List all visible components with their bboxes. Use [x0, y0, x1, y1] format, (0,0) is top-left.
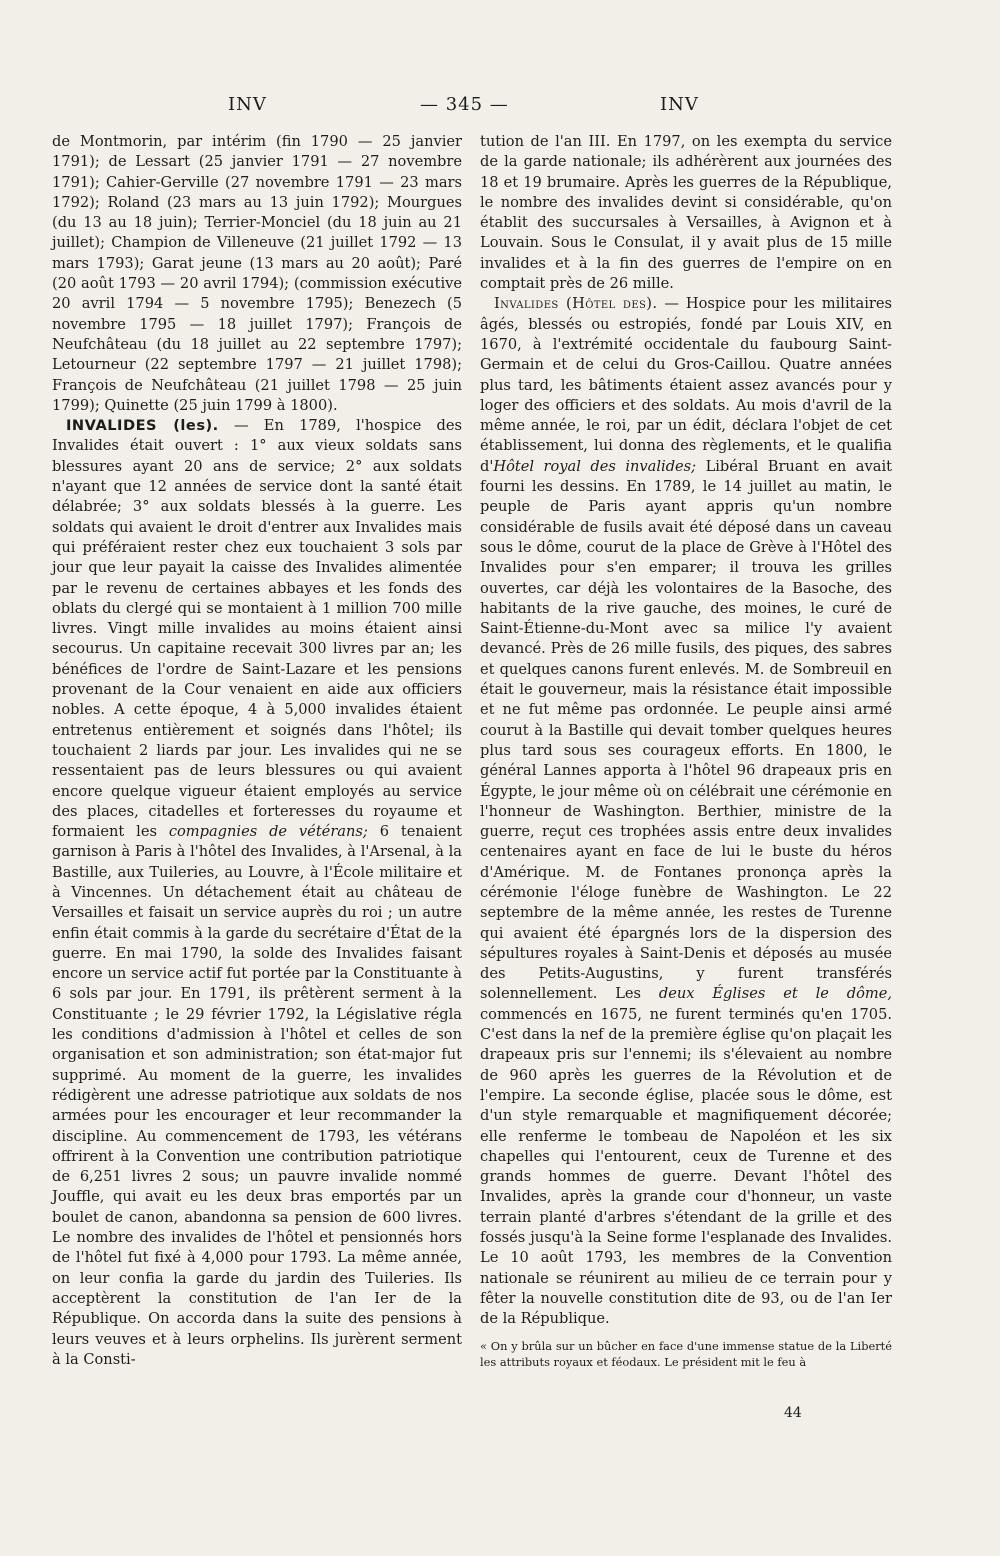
paragraph-ministers: de Montmorin, par intérim (fin 1790 — 25 janvier 1791); de Lessart (25 janvier 1791 — 27 novembre 1791); Cahier-Gerville (27 novembre 1791 — 23 mars 1792); Roland (23 mars au 13 juin 1792); Mourgues (du 13 au 18 juin); Terrier-Monciel (du 18 juin au 21 juillet); Champion de Villeneuve (21 juillet 1792 — 13 mars 1793); Garat jeune (13 mars au 20 août); Paré (20 août 1793 — 20 avril 1794); (commission exécutive 20 avril 1794 — 5 novembre 1795); Benezech (5 novembre 1795 — 18 juillet 1797); François de Neufchâteau (du 18 juillet au 22 septembre 1797); Letourneur (22 septembre 1797 — 21 juillet 1798); François de Neufchâteau (21 juillet 1798 — 25 juin 1799); Quinette (25 juin 1799 à 1800).: [52, 133, 462, 414]
header-left: INV: [228, 94, 267, 115]
italic-run: compagnies de vétérans;: [168, 823, 368, 841]
paragraph-hotel-des-invalides: [480, 294, 892, 1329]
text-run: 6 tenaient garnison à Paris à l'hôtel des Invalides, à l'Arsenal, à la Bastille, aux Tuileries, au Louvre, à l'École militaire et à Vincennes. Un détachement était au château de Versailles et faisait un service auprès du roi ; un autre enfin était commis à la garde du secrétaire d'État de la guerre. En mai 1790, la solde des Invalides faisant encore un service actif fut portée par la Constituante à 6 sols par jour. En 1791, ils prêtèrent serment à la Constituante ; le 29 février 1792, la Législative régla les conditions d'admission à l'hôtel et celles de son organisation et son administration; son état-major fut supprimé. Au moment de la guerre, les invalides rédigèrent une adresse patriotique aux soldats de nos armées pour les encourager et leur recommander la discipline. Au commencement de 1793, les vétérans offrirent à la Convention une contribution patriotique de 6,251 livres 2 sous; un pauvre invalide nommé Jouffle, qui avait eu les deux bras emportés par un boulet de canon, abandonna sa pension de 600 livres. Le nombre des invalides de l'hôtel et pensionnés hors de l'hôtel fut fixé à 4,000 pour 1793. La même année, on leur confia la garde du jardin des Tuileries. Ils acceptèrent la constitution de l'an Ier de la République. On accorda dans la suite des pensions à leurs veuves et à leurs orphelins. Ils jurèrent serment à la Consti-: [52, 823, 463, 1368]
italic-run: Hôtel royal des invalides;: [493, 457, 697, 475]
signature-mark: 44: [784, 1405, 802, 1421]
text-run: — Hospice pour les militaires âgés, blessés ou estropiés, fondé par Louis XIV, en 1670, à l'extrémité occidentale du faubourg Saint-Germain et de celui du Gros-Caillou. Quatre années plus tard, les bâtiments étaient assez avancés pour y loger des officiers et des soldats. Au mois d'avril de la même année, le roi, par un édit, déclara l'objet de cet établissement, lui donna des règlements, et le qualifia d': [480, 295, 892, 475]
text-run: commencés en 1675, ne furent terminés qu'en 1705. C'est dans la nef de la première église qu'on plaçait les drapeaux pris sur l'ennemi; ils s'élevaient au nombre de 960 après les guerres de la Révolution et de l'empire. La seconde église, placée sous le dôme, est d'un style remarquable et magnifiquement décorée; elle renferme le tombeau de Napoléon et les six chapelles qui l'entourent, ceux de Turenne et des grands hommes de guerre. Devant l'hôtel des Invalides, après la grande cour d'honneur, un vaste terrain planté d'arbres s'étendant de la grille et des fossés jusqu'à la Seine forme l'esplanade des Invalides. Le 10 août 1793, les membres de la Convention nationale se réunirent au milieu de ce terrain pour y fêter la nouvelle constitution dite de 93, ou de l'an Ier de la République.: [480, 1005, 892, 1328]
text-run: Libéral Bruant en avait fourni les dessins. En 1789, le 14 juillet au matin, le peuple de Paris ayant appris qu'un nombre considérable de fusils avait été déposé dans un caveau sous le dôme, courut de la place de Grève à l'Hôtel des Invalides pour s'en emparer; il trouva les grilles ouvertes, car déjà les volontaires de la Basoche, des habitants de la rive gauche, des moines, le curé de Saint-Étienne-du-Mont avec sa milice l'y avaient devancé. Près de 26 mille fusils, des piques, des sabres et quelques canons furent enlevés. M. de Sombreuil en était le gouverneur, mais la résistance était impossible et ne fut même pas ordonnée. Le peuple ainsi armé courut à la Bastille qui devait tomber quelques heures plus tard sous ses courageux efforts. En 1800, le général Lannes apporta à l'hôtel 96 drapeaux pris en Égypte, le jour même où on célébrait une cérémonie en l'honneur de Washington. Berthier, ministre de la guerre, reçut ces trophées assis entre deux invalides centenaires ayant en face de lui le buste du héros d'Amérique. M. de Fontanes prononça après la cérémonie l'éloge funèbre de Washington. Le 22 septembre de la même année, les restes de Turenne qui avaient été épargnés lors de la dispersion des sépultures royales à Saint-Denis et déposés au musée des Petits-Augustins, y furent transférés solennellement. Les: [480, 457, 892, 1003]
text-run: — En 1789, l'hospice des Invalides était ouvert : 1° aux vieux soldats sans blessures ayant 20 ans de service; 2° aux soldats n'ayant que 12 années de service dont la santé était délabrée; 3° aux soldats blessés à la guerre. Les soldats qui avaient le droit d'entrer aux Invalides mais qui préféraient rester chez eux touchaient 3 sols par jour que leur payait la caisse des Invalides alimentée par le revenu de certaines abbayes et les fonds des oblats du clergé qui se montaient à 1 million 700 mille livres. Vingt mille invalides au moins étaient ainsi secourus. Un capitaine recevait 300 livres par an; les bénéfices de l'ordre de Saint-Lazare et les pensions provenant de la Cour venaient en aide aux officiers nobles. A cette époque, 4 à 5,000 invalides étaient entretenus entièrement et soignés dans l'hôtel; ils touchaient 2 liards par jour. Les invalides qui ne se ressentaient pas de leurs blessures ou qui avaient encore quelque vigueur étaient employés au service des places, citadelles et forteresses du royaume et formaient les: [52, 417, 462, 841]
footnote: « On y brûla sur un bûcher en face d'une immense statue de la Liberté les attributs royaux et féodaux. Le président mit le feu à: [480, 1338, 892, 1369]
paragraph-invalides: [52, 416, 462, 1370]
left-column: [52, 132, 462, 1370]
entry-heading-hotel: Invalides (Hôtel des).: [494, 295, 658, 313]
entry-heading-invalides: INVALIDES (les).: [66, 417, 219, 435]
paragraph-continuation: tution de l'an III. En 1797, on les exempta du service de la garde nationale; ils adhérèrent aux journées des 18 et 19 brumaire. Après les guerres de la République, le nombre des invalides devint si considérable, qu'on établit des succursales à Versailles, à Avignon et à Louvain. Sous le Consulat, il y avait plus de 15 mille invalides et à la fin des guerres de l'empire on en comptait près de 26 mille.: [480, 133, 892, 293]
running-header: [0, 94, 1000, 124]
right-column: [480, 132, 892, 1370]
italic-run: deux Églises et le dôme,: [658, 985, 892, 1003]
header-right: INV: [660, 94, 699, 115]
page-number: — 345 —: [420, 94, 509, 115]
